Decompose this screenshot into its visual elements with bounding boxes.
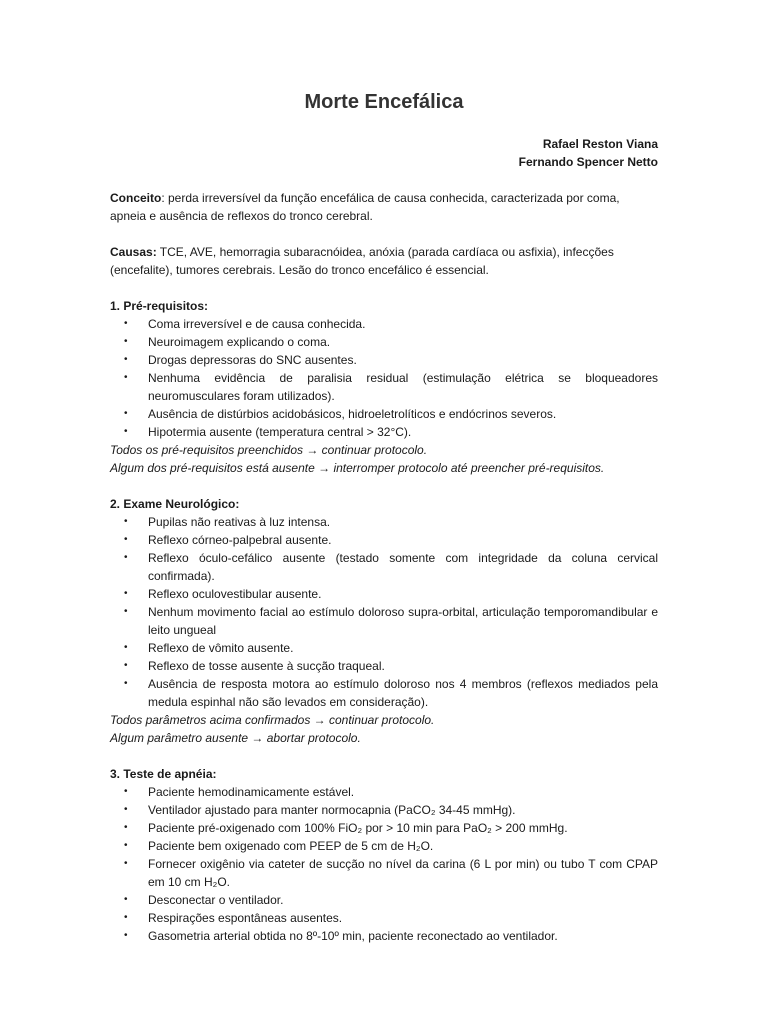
list-item bbox=[110, 819, 658, 837]
list-item bbox=[110, 333, 658, 351]
bullet-icon: • bbox=[124, 516, 128, 527]
bullet-icon: • bbox=[124, 336, 128, 347]
bullet-icon: • bbox=[124, 426, 128, 437]
list-item-text: Nenhuma evidência de paralisia residual (estimulação elétrica se bloqueadores neuromusculares foram utilizados). bbox=[148, 371, 658, 403]
list-item-text: Reflexo de tosse ausente à sucção traqueal. bbox=[148, 659, 385, 673]
list-item-text: Reflexo córneo-palpebral ausente. bbox=[148, 533, 332, 547]
list-item bbox=[110, 675, 658, 711]
list-item-text: Fornecer oxigênio via cateter de sucção no nível da carina (6 L por min) ou tubo T com CPAP em 10 cm H₂O. bbox=[148, 857, 658, 889]
bullet-icon: • bbox=[124, 552, 128, 563]
list-item-text: Drogas depressoras do SNC ausentes. bbox=[148, 353, 357, 367]
bullet-list bbox=[110, 783, 658, 945]
sections-container bbox=[110, 279, 658, 945]
list-item bbox=[110, 657, 658, 675]
list-item-text: Hipotermia ausente (temperatura central > 32°C). bbox=[148, 425, 412, 439]
protocol-note: Algum parâmetro ausente → abortar protocolo. bbox=[110, 731, 361, 745]
bullet-list bbox=[110, 513, 658, 711]
list-item bbox=[110, 603, 658, 639]
list-item bbox=[110, 909, 658, 927]
causas-label: Causas: bbox=[110, 245, 157, 259]
bullet-icon: • bbox=[124, 930, 128, 941]
conceito-label: Conceito bbox=[110, 191, 162, 205]
causas-text: TCE, AVE, hemorragia subaracnóidea, anóxia (parada cardíaca ou asfixia), infecções (encefalite), tumores cerebrais. Lesão do tronco encefálico é essencial. bbox=[110, 245, 614, 277]
list-item-text: Ausência de distúrbios acidobásicos, hidroeletrolíticos e endócrinos severos. bbox=[148, 407, 557, 421]
document-title: Morte Encefálica bbox=[304, 91, 464, 113]
protocol-note: Todos os pré-requisitos preenchidos → continuar protocolo. bbox=[110, 443, 428, 457]
bullet-list bbox=[110, 315, 658, 441]
list-item bbox=[110, 351, 658, 369]
bullet-icon: • bbox=[124, 912, 128, 923]
list-item bbox=[110, 639, 658, 657]
bullet-icon: • bbox=[124, 408, 128, 419]
list-item-text: Reflexo oculovestibular ausente. bbox=[148, 587, 322, 601]
bullet-icon: • bbox=[124, 642, 128, 653]
section-title: 1. Pré-requisitos: bbox=[110, 299, 209, 313]
authors bbox=[110, 135, 658, 171]
list-item bbox=[110, 531, 658, 549]
bullet-icon: • bbox=[124, 858, 128, 869]
list-item-text: Respirações espontâneas ausentes. bbox=[148, 911, 343, 925]
section-title: 2. Exame Neurológico: bbox=[110, 497, 240, 511]
list-item-text: Reflexo óculo-cefálico ausente (testado somente com integridade da coluna cervical confirmada). bbox=[148, 551, 658, 583]
list-item-text: Nenhum movimento facial ao estímulo doloroso supra-orbital, articulação temporomandibular e leito ungueal bbox=[148, 605, 658, 637]
list-item bbox=[110, 855, 658, 891]
protocol-note: Algum dos pré-requisitos está ausente → interromper protocolo até preencher pré-requisitos. bbox=[110, 461, 605, 475]
list-item bbox=[110, 315, 658, 333]
bullet-icon: • bbox=[124, 606, 128, 617]
list-item-text: Reflexo de vômito ausente. bbox=[148, 641, 294, 655]
list-item bbox=[110, 801, 658, 819]
author-name: Rafael Reston Viana bbox=[542, 137, 658, 151]
list-item-text: Ausência de resposta motora ao estímulo doloroso nos 4 membros (reflexos mediados pela medula espinhal não são levados em consideração). bbox=[148, 677, 658, 709]
list-item bbox=[110, 549, 658, 585]
list-item bbox=[110, 927, 658, 945]
list-item-text: Coma irreversível e de causa conhecida. bbox=[148, 317, 366, 331]
list-item bbox=[110, 423, 658, 441]
bullet-icon: • bbox=[124, 786, 128, 797]
list-item-text: Paciente pré-oxigenado com 100% FiO₂ por > 10 min para PaO₂ > 200 mmHg. bbox=[148, 821, 568, 835]
list-item-text: Paciente bem oxigenado com PEEP de 5 cm de H₂O. bbox=[148, 839, 434, 853]
list-item bbox=[110, 783, 658, 801]
list-item bbox=[110, 513, 658, 531]
bullet-icon: • bbox=[124, 840, 128, 851]
bullet-icon: • bbox=[124, 894, 128, 905]
bullet-icon: • bbox=[124, 660, 128, 671]
bullet-icon: • bbox=[124, 588, 128, 599]
section-title: 3. Teste de apnéia: bbox=[110, 767, 217, 781]
bullet-icon: • bbox=[124, 822, 128, 833]
list-item bbox=[110, 405, 658, 423]
list-item-text: Neuroimagem explicando o coma. bbox=[148, 335, 331, 349]
conceito-text: : perda irreversível da função encefálica de causa conhecida, caracterizada por coma, apneia e ausência de reflexos do tronco cerebral. bbox=[110, 191, 620, 223]
bullet-icon: • bbox=[124, 678, 128, 689]
list-item-text: Desconectar o ventilador. bbox=[148, 893, 284, 907]
conceito-paragraph bbox=[110, 189, 658, 225]
bullet-icon: • bbox=[124, 372, 128, 383]
bullet-icon: • bbox=[124, 318, 128, 329]
list-item bbox=[110, 369, 658, 405]
list-item bbox=[110, 585, 658, 603]
causas-paragraph bbox=[110, 243, 658, 279]
author-name: Fernando Spencer Netto bbox=[518, 155, 658, 169]
protocol-note: Todos parâmetros acima confirmados → continuar protocolo. bbox=[110, 713, 435, 727]
list-item-text: Ventilador ajustado para manter normocapnia (PaCO₂ 34-45 mmHg). bbox=[148, 803, 516, 817]
list-item-text: Paciente hemodinamicamente estável. bbox=[148, 785, 355, 799]
bullet-icon: • bbox=[124, 804, 128, 815]
list-item-text: Pupilas não reativas à luz intensa. bbox=[148, 515, 331, 529]
list-item-text: Gasometria arterial obtida no 8º-10º min, paciente reconectado ao ventilador. bbox=[148, 929, 558, 943]
bullet-icon: • bbox=[124, 354, 128, 365]
list-item bbox=[110, 837, 658, 855]
bullet-icon: • bbox=[124, 534, 128, 545]
list-item bbox=[110, 891, 658, 909]
